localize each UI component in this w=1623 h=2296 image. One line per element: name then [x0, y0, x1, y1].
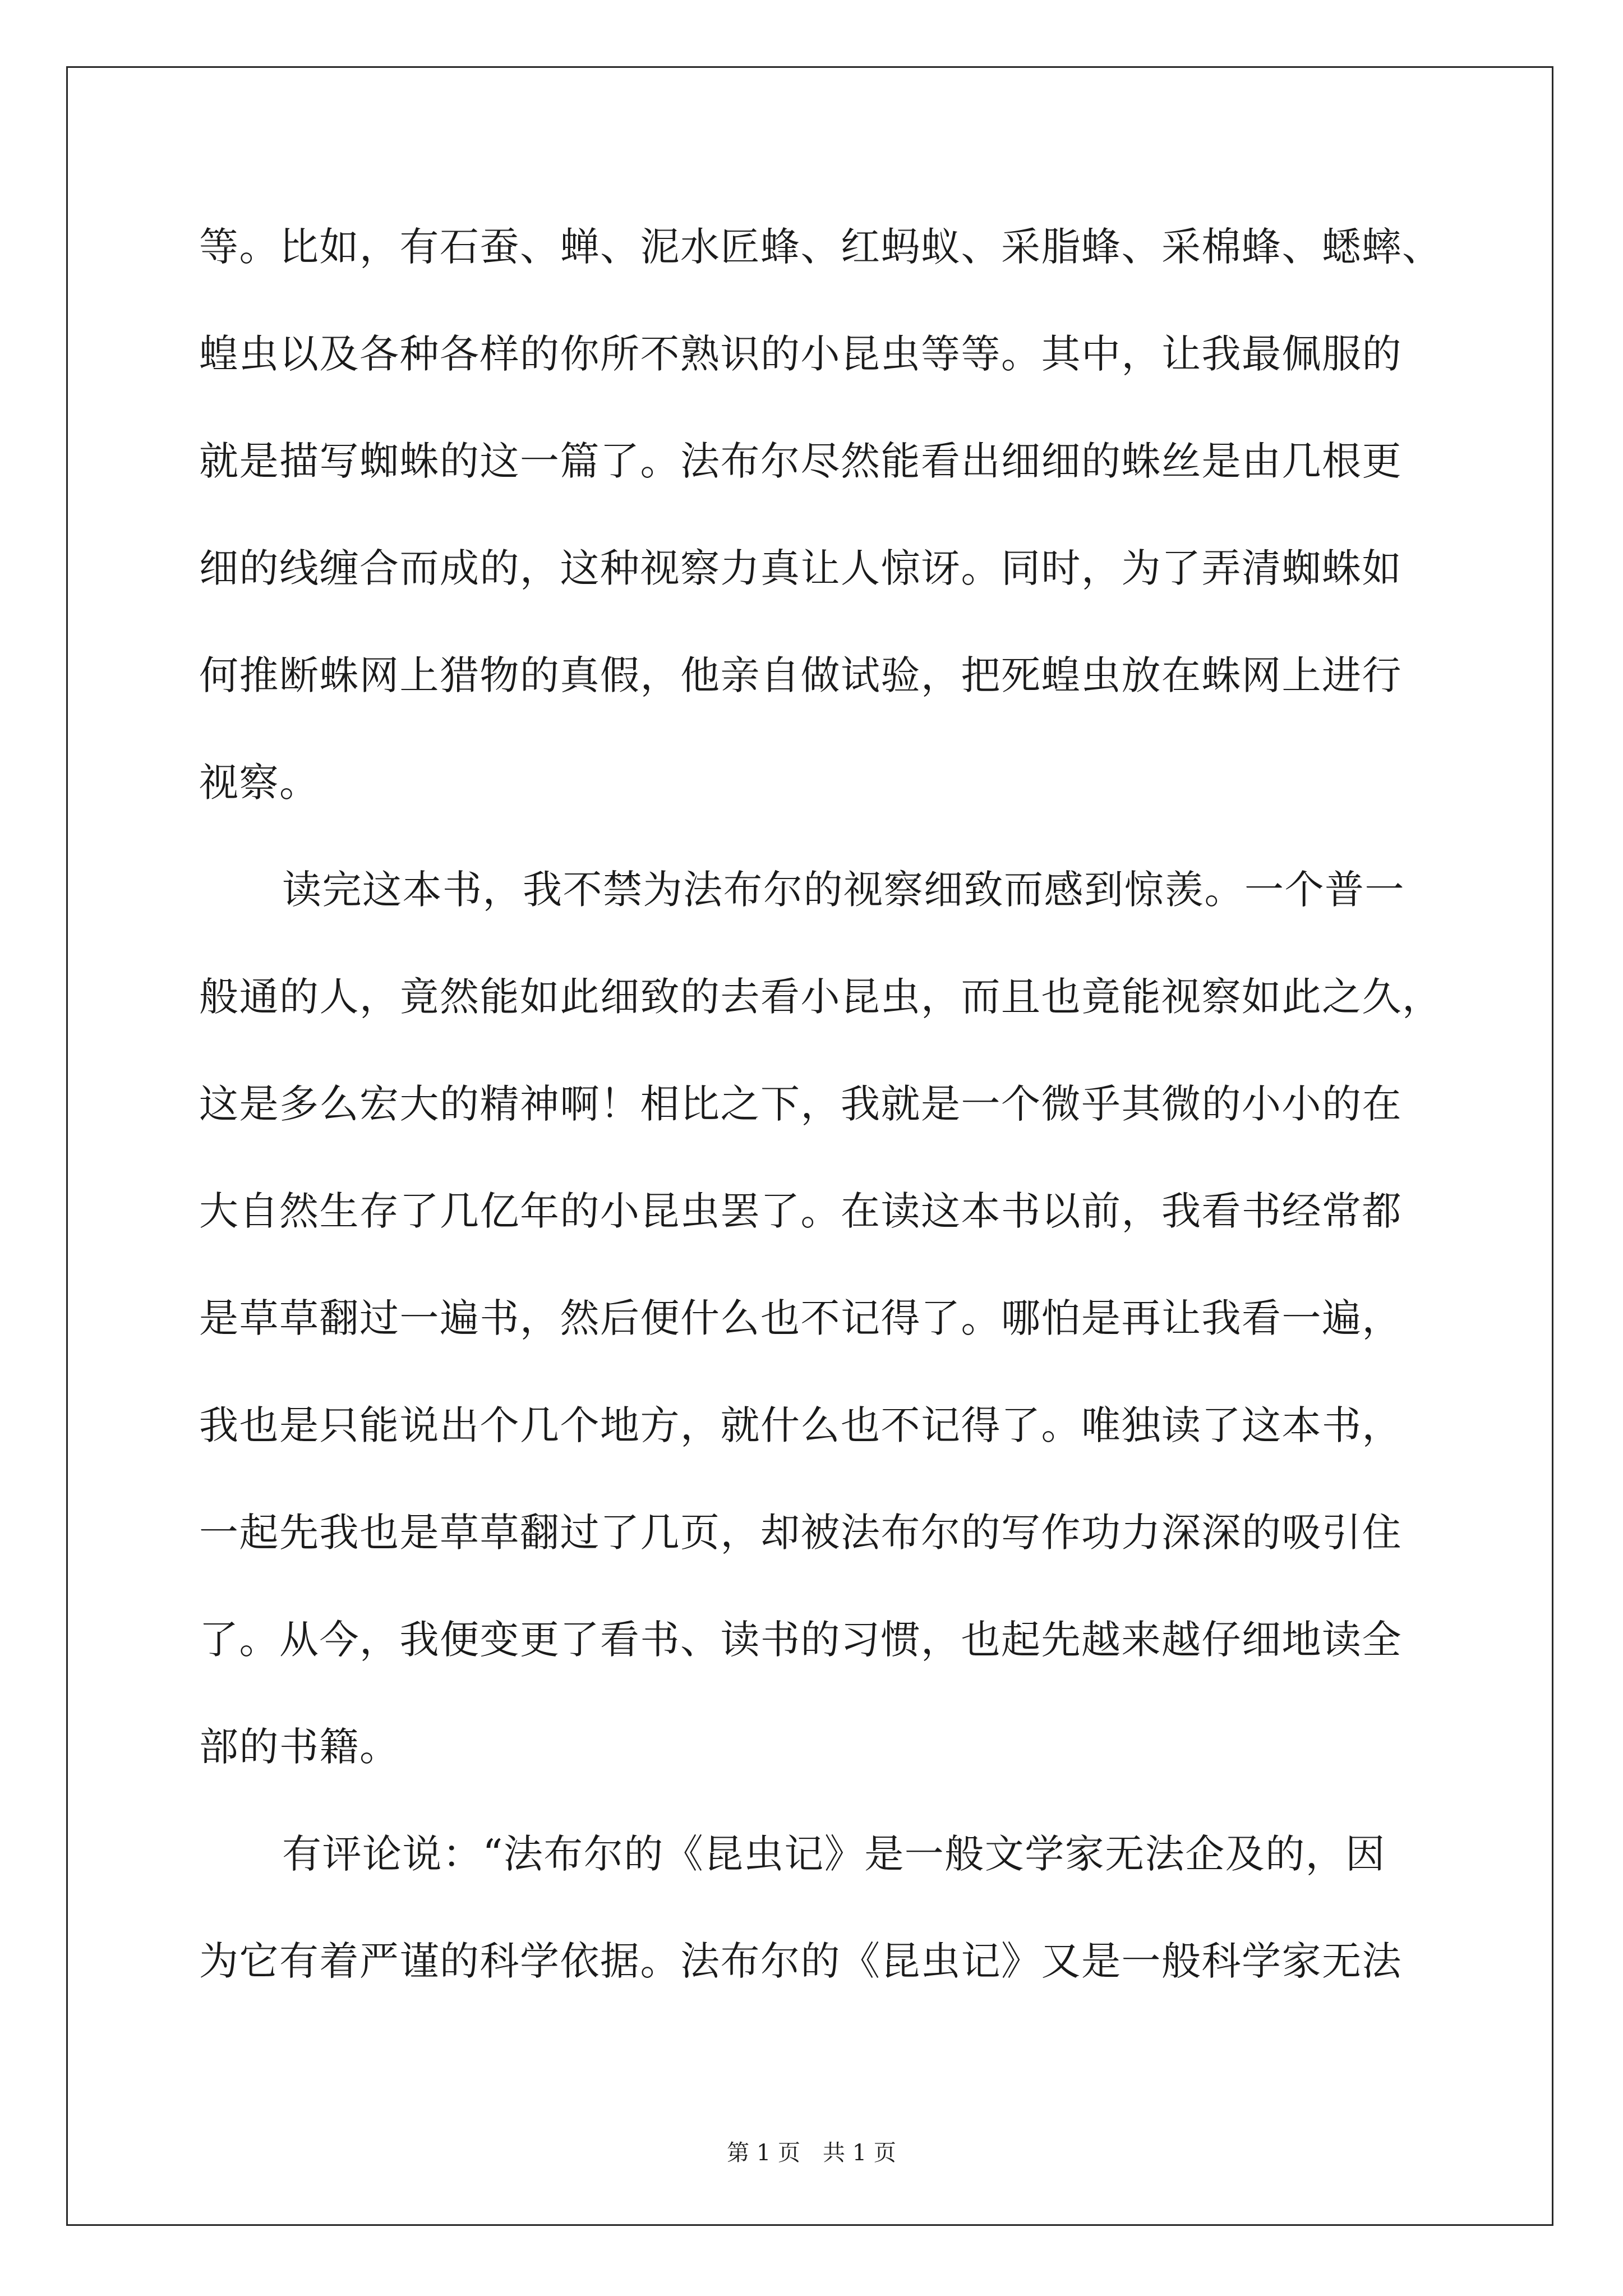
text-line: 我也是只能说出个几个地方，就什么也不记得了。唯独读了这本书， — [199, 1402, 1402, 1448]
text-line: 部的书籍。 — [199, 1724, 400, 1770]
text-line: 一起先我也是草草翻过了几页，却被法布尔的写作功力深深的吸引住 — [199, 1510, 1402, 1556]
text-line: 为它有着严谨的科学依据。法布尔的《昆虫记》又是一般科学家无法 — [199, 1938, 1402, 1984]
document-body — [199, 194, 1442, 2015]
text-line: 是草草翻过一遍书，然后便什么也不记得了。哪怕是再让我看一遍， — [199, 1295, 1402, 1341]
page-number-footer: 第 1 页 共 1 页 — [727, 2140, 896, 2166]
text-line: 大自然生存了几亿年的小昆虫罢了。在读这本书以前，我看书经常都 — [199, 1188, 1402, 1234]
text-line: 这是多么宏大的精神啊！相比之下，我就是一个微乎其微的小小的在 — [199, 1081, 1402, 1127]
text-line: 视察。 — [199, 760, 320, 806]
text-line: 等。比如，有石蚕、蝉、泥水匠蜂、红蚂蚁、采脂蜂、采棉蜂、蟋蟀、 — [199, 224, 1442, 270]
text-line: 细的线缠合而成的，这种视察力真让人惊讶。同时，为了弄清蜘蛛如 — [199, 545, 1402, 591]
text-line: 就是描写蜘蛛的这一篇了。法布尔尽然能看出细细的蛛丝是由几根更 — [199, 438, 1402, 484]
text-line: 了。从今，我便变更了看书、读书的习惯，也起先越来越仔细地读全 — [199, 1617, 1402, 1663]
paragraph-start-line: 读完这本书，我不禁为法布尔的视察细致而感到惊羡。一个普一 — [282, 867, 1405, 913]
text-line: 蝗虫以及各种各样的你所不熟识的小昆虫等等。其中，让我最佩服的 — [199, 331, 1402, 377]
text-line: 何推断蛛网上猎物的真假，他亲自做试验，把死蝗虫放在蛛网上进行 — [199, 652, 1402, 698]
text-line: 般通的人，竟然能如此细致的去看小昆虫，而且也竟能视察如此之久， — [199, 974, 1442, 1020]
paragraph-start-line: 有评论说：“法布尔的《昆虫记》是一般文学家无法企及的，因 — [282, 1831, 1386, 1877]
